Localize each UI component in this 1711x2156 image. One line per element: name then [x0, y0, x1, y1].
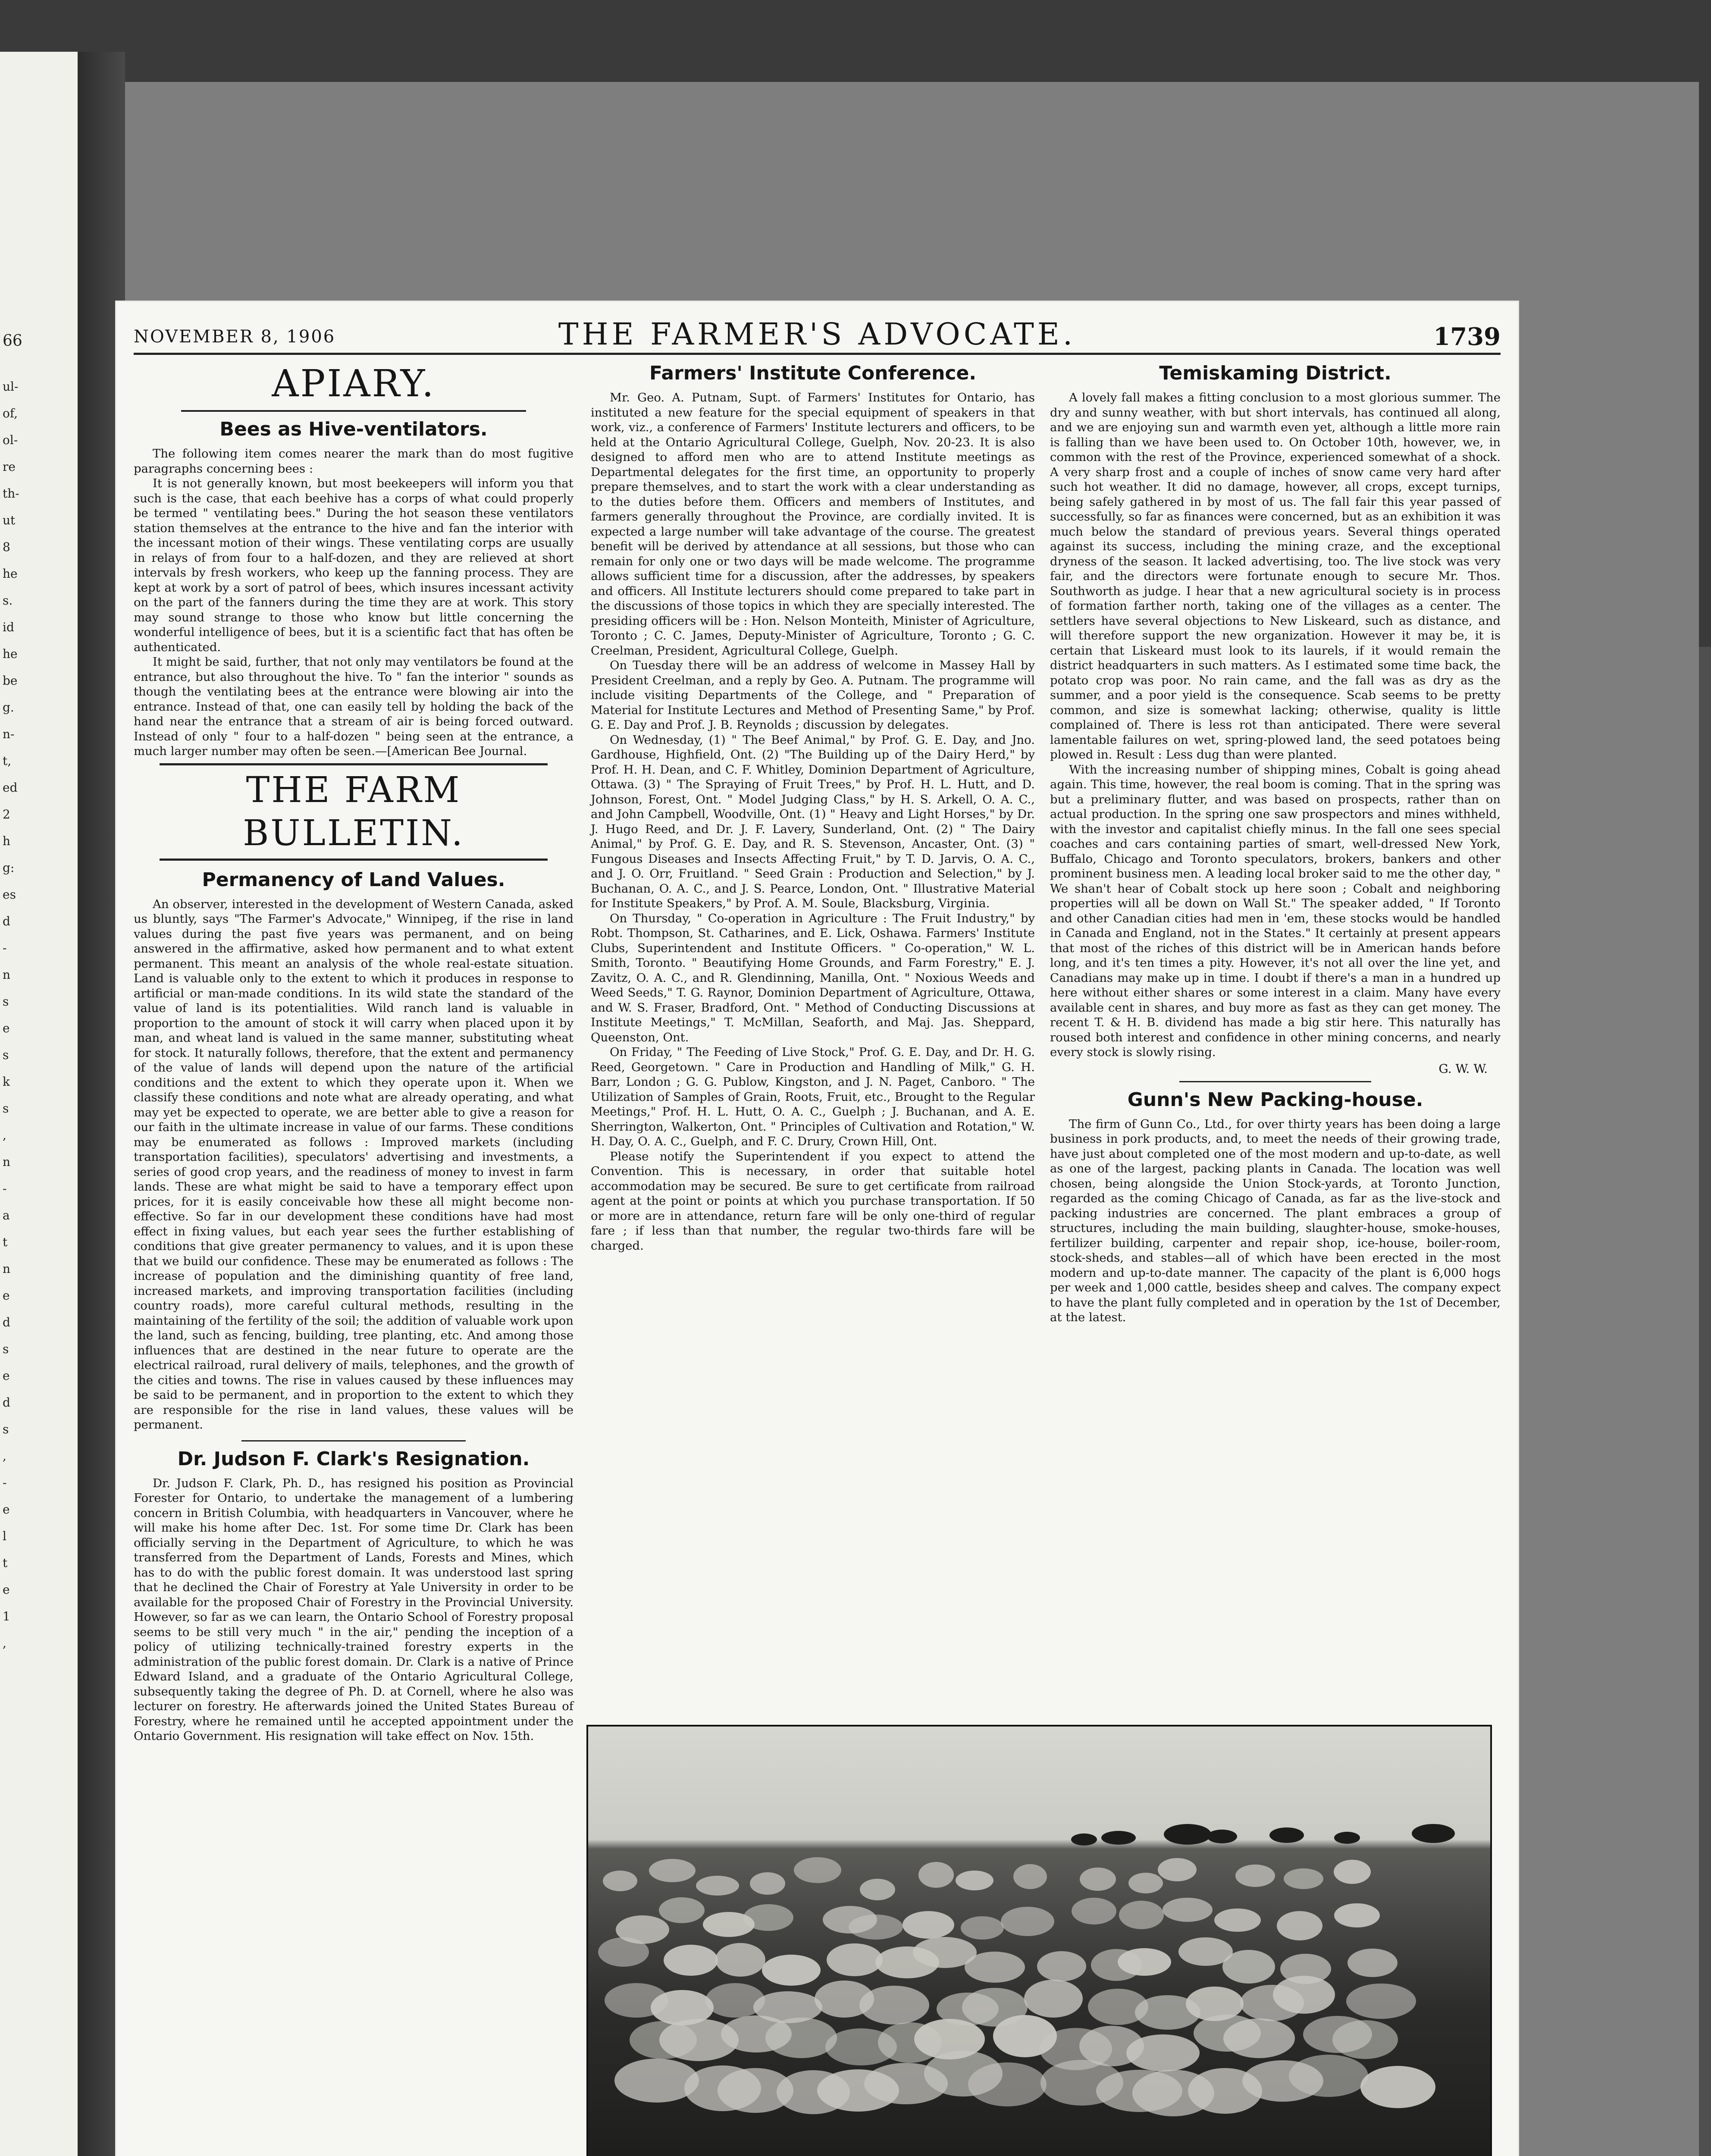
adjacent-page-fragment: h [3, 834, 11, 848]
bees-paragraph: It might be said, further, that not only may ventilators be found at the entrance, but also throughout the hive. To " fan the interior " sounds as though the ventilating bees at the entrance were blowing air into the entrance. Instead of that, one can easily tell by holding the back of the hand near the entrance that a stream of air is being forced outward. Instead of only " four to a half-dozen " being seen at the entrance, a much larger number may often be seen.—[American Bee Journal. [134, 655, 573, 758]
sheep-shape [918, 1862, 954, 1888]
column-right [1050, 360, 1501, 1325]
sheep-shape [649, 1859, 696, 1882]
adjacent-page-fragment: n [3, 1155, 11, 1169]
sheep-shape [1346, 1984, 1416, 2019]
sheep-shape [1223, 2018, 1295, 2058]
masthead-title: THE FARMER'S ADVOCATE. [558, 317, 1076, 352]
adjacent-page-fragment: e [3, 1288, 10, 1303]
sheep-shape [1334, 1860, 1371, 1884]
adjacent-page-fragment: e [3, 1369, 10, 1383]
adjacent-page-fragment: - [3, 1476, 7, 1490]
sheep-shape [1222, 1950, 1275, 1984]
sheep-shape [1119, 1901, 1164, 1929]
adjacent-page-fragment: of, [3, 406, 18, 420]
sheep-shape [765, 2018, 837, 2058]
bees-paragraph: The following item comes nearer the mark than do most fugitive paragraphs concerning bees : [134, 447, 573, 476]
adjacent-page-fragment: s [3, 1422, 9, 1436]
adjacent-page-fragment: , [3, 1449, 6, 1463]
adjacent-page-fragment: , [3, 1636, 6, 1650]
adjacent-page-fragment: n- [3, 727, 15, 741]
adjacent-page-fragment: k [3, 1075, 10, 1089]
institute-paragraph: On Thursday, " Co-operation in Agriculture : The Fruit Industry," by Robt. Thompson, St. Catharines, and E. Lick, Oshawa. Farmers' Institute Clubs, Superintendent and Institute Officers. " Co-operation," W. L. Smith, Toronto. " Beautifying Home Grounds, and Farm Forestry," E. J. Zavitz, O. A. C., and R. Glendinning, Manilla, Ont. " Noxious Weeds and Weed Seeds," T. G. Raynor, Dominion Department of Agriculture, Ottawa, and W. S. Fraser, Bradford, Ont. " Method of Conducting Discussions at Institute Meetings," T. McMillan, Seaforth, and Maj. Jas. Sheppard, Queenston, Ont. [591, 911, 1035, 1044]
page-number: 1739 [1433, 323, 1501, 351]
sheep-shape [1334, 1903, 1380, 1927]
adjacent-page-fragment: - [3, 941, 7, 955]
sheep-shape [696, 1876, 739, 1896]
sheep-shape [956, 1871, 993, 1890]
sheep-shape [1024, 1980, 1083, 2018]
sheep-shape [1360, 2066, 1435, 2108]
column-middle [591, 360, 1035, 1253]
bees-article-title: Bees as Hive-ventilators. [219, 418, 488, 440]
adjacent-page-fragment: - [3, 1181, 7, 1196]
sheep-shape [743, 1904, 793, 1931]
apiary-rule [181, 410, 526, 412]
institute-paragraph: On Tuesday there will be an address of welcome in Massey Hall by President Creelman, and a reply by Geo. A. Putnam. The programme will include visiting Departments of the College, and " Preparation of Material for Institute Lectures and Method of Presenting Same," by Prof. G. E. Day and Prof. J. B. Reynolds ; discussion by delegates. [591, 658, 1035, 732]
sheep-shape [1080, 1868, 1116, 1891]
adjacent-page-fragment: t [3, 1556, 8, 1570]
adjacent-page-fragment: e [3, 1502, 10, 1517]
sheep-shape [903, 1911, 954, 1939]
sheep-shape [750, 1872, 785, 1895]
adjacent-page-fragment: d [3, 1315, 10, 1329]
sheep-shape [1289, 2055, 1368, 2097]
sheep-shape [1273, 1976, 1335, 2014]
adjacent-page-fragment: , [3, 1128, 6, 1142]
sheep-shape [1158, 1858, 1197, 1881]
tree-line [1071, 1824, 1455, 1846]
sheep-shape [664, 1945, 718, 1976]
adjacent-page-fragment: id [3, 620, 14, 634]
sheep-shape [794, 1857, 841, 1883]
adjacent-page-fragment: ed [3, 780, 18, 795]
sheep-shape [965, 1952, 1025, 1983]
adjacent-page-fragment: g: [3, 861, 15, 875]
sheep-shape [762, 1955, 821, 1986]
newspaper-page [116, 302, 1518, 2156]
adjacent-page-fragment: he [3, 567, 18, 581]
sheep-photo-figure [586, 1725, 1492, 2156]
adjacent-page-fragment: s [3, 994, 9, 1009]
sheep-shape [860, 1879, 895, 1900]
temiskaming-paragraph: With the increasing number of shipping mines, Cobalt is going ahead again. This time, however, the real boom is coming. That in the spring was but a preliminary flutter, and was based on prospects, rather than on actual production. In the spring one saw prospectors and mines withheld, with the investor and capitalist chiefly minus. In the fall one sees special coaches and cars containing parties of smart, well-dressed New York, Buffalo, Chicago and Toronto speculators, brokers, bankers and other prominent business men. A leading local broker said to me the other day, " We shan't hear of Cobalt stock up here soon ; Cobalt and neighboring properties will all be down on Wall St." The speaker added, " If Toronto and other Canadian cities had men in 'em, these stocks would be handled in Canada and England, not in the States." It certainly at present appears that most of the riches of this district will be in American hands before long, and it's ten times a pity. However, it's not all over the line yet, and Canadians may make up in time. I doubt if there's a man in a hundred up here without either shares or some interest in a claim. Many have every available cent in shares, and buy more as fast as they can get money. The recent T. & H. B. dividend has made a big stir here. This naturally has roused both interest and confidence in other mining concerns, and nearly every stock is slowly rising. [1050, 762, 1501, 1059]
adjacent-page-fragment: be [3, 674, 18, 688]
sheep-shape [1118, 1948, 1171, 1976]
sheep-shape [1214, 1908, 1261, 1932]
sheep-shape [859, 1986, 929, 2024]
temiskaming-article-title: Temiskaming District. [1159, 362, 1391, 384]
adjacent-page-fragment: es [3, 887, 16, 902]
adjacent-page-fragment: ol- [3, 433, 18, 447]
sheep-shape [1013, 1864, 1047, 1889]
sheep-shape [659, 1897, 705, 1923]
sheep-shape [1001, 1907, 1054, 1936]
sheep-shape [961, 1916, 1004, 1940]
clark-article-title: Dr. Judson F. Clark's Resignation. [177, 1448, 530, 1470]
adjacent-page-fragment: s [3, 1342, 9, 1356]
adjacent-page-fragment: 2 [3, 807, 10, 821]
adjacent-page-fragment: g. [3, 700, 14, 714]
adjacent-page-number: 66 [3, 332, 22, 350]
adjacent-page-fragment: he [3, 647, 18, 661]
adjacent-page-fragment: th- [3, 486, 19, 501]
sheep-shape [715, 1943, 765, 1977]
land-values-title: Permanency of Land Values. [202, 868, 505, 891]
adjacent-page-fragment: s. [3, 593, 13, 608]
institute-paragraph: Mr. Geo. A. Putnam, Supt. of Farmers' Institutes for Ontario, has instituted a new feature for the special equipment of speakers in that work, viz., a conference of Farmers' Institute lecturers and officers, to be held at the Ontario Agricultural College, Guelph, Nov. 20-23. It is also designed to afford men who are to attend Institute meetings as Departmental delegates for the first time, an opportunity to properly prepare themselves, and to start the work with a clear understanding as to the duties before them. Officers and members of Institutes, and farmers generally throughout the Province, are cordially invited. It is expected a large number will take advantage of the course. The greatest benefit will be derived by attendance at all sessions, but those who can remain for only one or two days will be made welcome. The programme allows sufficient time for a discussion, after the addresses, by speakers and officers. All Institute lecturers should come prepared to take part in the discussions of those topics in which they are specially interested. The presiding officers will be : Hon. Nelson Monteith, Minister of Agriculture, Toronto ; C. C. James, Deputy-Minister of Agriculture, Toronto ; G. C. Creelman, President, Agricultural College, Guelph. [591, 391, 1035, 658]
adjacent-page-fragment: t, [3, 754, 12, 768]
adjacent-page-fragment: s [3, 1101, 9, 1116]
adjacent-page-fragment: 8 [3, 540, 10, 554]
adjacent-page-fragment: n [3, 968, 11, 982]
institute-paragraph: On Friday, " The Feeding of Live Stock," Prof. G. E. Day, and Dr. H. G. Reed, Georgetown. " Care in Production and Handling of Milk," G. H. Barr, London ; G. G. Publow, Kingston, and J. N. Paget, Canboro. " The Utilization of Samples of Grain, Roots, Fruit, etc., Brought to the Regular Meetings," Prof. H. L. Hutt, O. A. C., Guelph ; J. Buchanan, and A. E. Sherrington, Walkerton, Ont. " Principles of Cultivation and Rotation," W. H. Day, O. A. C., Guelph, and F. C. Drury, Crown Hill, Ont. [591, 1045, 1035, 1148]
adjacent-page-fragment: d [3, 1395, 10, 1410]
sheep-shape [827, 1943, 883, 1976]
farm-bulletin-heading: THE FARM BULLETIN. [243, 769, 464, 854]
temiskaming-paragraph: A lovely fall makes a fitting conclusion to a most glorious summer. The dry and sunny weather, with but short intervals, has continued all along, and we are enjoying sun and warmth even yet, although a little more rain is falling than we have been used to. On October 10th, however, we, in common with the rest of the Province, experienced somewhat of a shock. A very sharp frost and a couple of inches of snow came very hard after such hot weather. It did no damage, however, all crops, except turnips, being safely gathered in by most of us. The fall fair this year passed of successfully, so far as finances were concerned, but as an exhibition it was much below the standard of previous years. Several things operated against its success, including the mining craze, and the exceptional dryness of the season. It lacked advertising, too. The live stock was very fair, and the directors were fortunate enough to secure Mr. Thos. Southworth as judge. I hear that a new agricultural society is in process of formation farther north, taking one of the villages as a center. The settlers have several objections to New Liskeard, such as distance, and will therefore support the new organization. However it may be, it is certain that Liskeard must look to its laurels, if it would remain the district headquarters in such matters. As I estimated some time back, the potato crop was poor. No rain came, and the fall was as dry as the summer, and a poor yield is the consequence. Scab seems to be pretty common, and size is somewhat lacking; otherwise, quality is little complained of. There is less rot than anticipated. There were several lamentable failures on wet, spring-plowed land, the seed potatoes being plowed in. Result : Less dug than were planted. [1050, 391, 1501, 761]
adjacent-page-fragment: t [3, 1235, 8, 1249]
adjacent-page-fragment: re [3, 460, 16, 474]
temiskaming-signature: G. W. W. [1438, 1061, 1488, 1076]
sheep-flock-illustration [588, 1727, 1490, 2156]
section-divider [1179, 1081, 1371, 1082]
adjacent-page-edge [0, 52, 78, 2156]
apiary-heading: APIARY. [272, 362, 436, 405]
adjacent-page-fragment: d [3, 914, 10, 928]
column-left [134, 360, 573, 1744]
sheep-shape [614, 2059, 699, 2103]
adjacent-page-fragment: l [3, 1529, 6, 1543]
sheep-shape [1277, 1911, 1322, 1940]
clark-paragraph: Dr. Judson F. Clark, Ph. D., has resigned his position as Provincial Forester for Ontario, to undertake the management of a lumbering concern in British Columbia, with headquarters in Vancouver, where he will make his home after Dec. 1st. For some time Dr. Clark has been officially serving in the Department of Agriculture, to which he was transferred from the Department of Lands, Forests and Mines, which has to do with the public forest domain. It was understood last spring that he declined the Chair of Forestry at Yale University in order to be available for the proposed Chair of Forestry in the Provincial University. However, so far as we can learn, the Ontario School of Forestry proposal seems to be still very much " in the air," pending the inception of a policy of utilizing technically-trained forestry experts in the administration of the public forest domain. Dr. Clark is a native of Prince Edward Island, and a graduate of the Ontario Agricultural College, subsequently taking the degree of Ph. D. at Cornell, where he also was lecturer on forestry. He afterwards joined the United States Bureau of Forestry, where he remained until he accepted appointment under the Ontario Government. His resignation will take effect on Nov. 15th. [134, 1476, 573, 1743]
sheep-shape [1163, 1898, 1213, 1922]
farm-bulletin-banner [160, 763, 548, 861]
adjacent-page-fragment: a [3, 1208, 10, 1222]
sheep-shape [1072, 1898, 1116, 1924]
land-values-paragraph: An observer, interested in the development of Western Canada, asked us bluntly, says "The Farmer's Advocate," Winnipeg, if the rise in land values during the past five years was permanent, and on being answered in the affirmative, asked how permanent and to what extent permanent. This meant an analysis of the whole real-estate situation. Land is valuable only to the extent to which it produces in response to artificial or man-made conditions. In its wild state the standard of the value of land is its potentialities. Wild ranch land is valuable in proportion to the amount of stock it will carry when placed upon it by man, and wheat land is valued in the same manner, substituting wheat for stock. It naturally follows, therefore, that the extent and permanency of the value of lands will depend upon the nature of the artificial conditions and the extent to which they operate upon it. When we classify these conditions and note what are already operating, and what may yet be expected to operate, we are better able to give a reason for our faith in the ultimate increase in value of our farms. These conditions may be enumerated as follows : Improved markets (including transportation facilities), speculators' advertising and investments, a series of good crop years, and the readiness of money to invest in farm lands. These are what might be said to have a temporary effect upon prices, for it is easily conceivable how these all might become non-effective. So far in our development these conditions have had most effect in fixing values, but each year sees the further establishing of conditions that give greater permanency to values, and it is upon these that we build our confidence. These may be enumerated as follows : The increase of population and the diminishing quantity of free land, increased markets, and improving transportation facilities (including country roads), more careful cultural methods, resulting in the maintaining of the fertility of the soil; the addition of valuable work upon the land, such as fencing, building, tree planting, etc. And among those influences that are destined in the near future to operate are the electrical railroad, rural delivery of mails, telephones, and the growth of the cities and towns. The rise in values caused by these influences may be said to be permanent, and in proportion to the extent to which they are responsible for the rise in land values, these values will be permanent. [134, 897, 573, 1432]
sheep-shape [1347, 1949, 1398, 1977]
adjacent-page-fragment: ul- [3, 379, 19, 394]
gunns-article-title: Gunn's New Packing-house. [1127, 1088, 1423, 1111]
issue-date: NOVEMBER 8, 1906 [134, 327, 336, 347]
sheep-shape [1128, 1873, 1163, 1893]
institute-paragraph: On Wednesday, (1) " The Beef Animal," by Prof. G. E. Day, and Jno. Gardhouse, Highfield, Ont. (2) "The Building up of the Dairy Herd," by Prof. H. H. Dean, and C. F. Whitley, Dominion Department of Agriculture, Ottawa. (3) " The Spraying of Fruit Trees," by Prof. H. L. Hutt, and D. Johnson, Forest, Ont. " Model Judging Class," by H. S. Arkell, O. A. C., and John Campbell, Woodville, Ont. (1) " Heavy and Light Horses," by Dr. J. Hugo Reed, and Dr. J. F. Lavery, Sunderland, Ont. (2) " The Dairy Animal," by Prof. G. E. Day, and R. S. Stevenson, Ancaster, Ont. (3) " Fungous Diseases and Insects Affecting Fruit," by T. D. Jarvis, O. A. C., and J. O. Orr, Fruitland. " Seed Grain : Production and Selection," by J. Buchanan, O. A. C., and J. S. Pearce, London, Ont. " Illustrative Material for Institute Speakers," by Prof. A. M. Soule, Blacksburg, Virginia. [591, 733, 1035, 910]
sheep-shape [598, 1937, 649, 1967]
sheep-shape [1284, 1868, 1323, 1889]
sheep-shape [1037, 1951, 1086, 1981]
sheep-shape [849, 1915, 903, 1940]
gunns-paragraph: The firm of Gunn Co., Ltd., for over thirty years has been doing a large business in pork products, and, to meet the needs of their growing trade, have just about completed one of the most modern and up-to-date, as well as one of the largest, packing plants in Canada. The location was well chosen, being alongside the Union Stock-yards, at Toronto Junction, regarded as the coming Chicago of Canada, as far as the live-stock and packing industries are concerned. The plant embraces a group of structures, including the main building, slaughter-house, smoke-houses, fertilizer building, carpenter and repair shop, ice-house, boiler-room, stock-sheds, and stables—all of which have been erected in the most modern and up-to-date manner. The capacity of the plant is 6,000 hogs per week and 1,000 cattle, besides sheep and calves. The company expect to have the plant fully completed and in operation by the 1st of December, at the latest. [1050, 1117, 1501, 1324]
page-header [134, 314, 1501, 355]
sheep-shape [1235, 1865, 1275, 1887]
sheep-shape [1332, 2020, 1398, 2059]
sheep-photograph [586, 1725, 1492, 2156]
adjacent-page-fragment: e [3, 1583, 10, 1597]
adjacent-page-fragment: s [3, 1048, 9, 1062]
sheep-flock [598, 1857, 1435, 2116]
sheep-shape [968, 2062, 1047, 2106]
institute-paragraph: Please notify the Superintendent if you expect to attend the Convention. This is necessary, in order that suitable hotel accommodation may be secured. Be sure to get certificate from railroad agent at the point or points at which you purchase transportation. If 50 or more are in attendance, return fare will be only one-third of regular fare ; if less than that number, the regular two-thirds fare will be charged. [591, 1149, 1035, 1253]
section-divider [241, 1440, 466, 1442]
sheep-shape [603, 1871, 637, 1891]
adjacent-page-fragment: n [3, 1262, 11, 1276]
adjacent-page-fragment: 1 [3, 1609, 10, 1623]
sheep-shape [1126, 2034, 1200, 2071]
bees-paragraph: It is not generally known, but most beekeepers will inform you that such is the case, that each beehive has a corps of what could properly be termed " ventilating bees." During the hot season these ventilators station themselves at the entrance to the hive and fan the interior with the incessant motion of their wings. These ventilating corps are usually in relays of from four to a half-dozen, and they are relieved at short intervals by fresh workers, who keep up the fanning process. They are kept at work by a sort of patrol of bees, which insures incessant activity on the part of the fanners during the time they are at work. This story may sound strange to those who know but little concerning the wonderful intelligence of bees, but it is a scientific fact that has often be authenticated. [134, 476, 573, 654]
adjacent-page-fragment: ut [3, 513, 16, 527]
institute-article-title: Farmers' Institute Conference. [649, 362, 977, 384]
adjacent-page-fragment: e [3, 1021, 10, 1035]
